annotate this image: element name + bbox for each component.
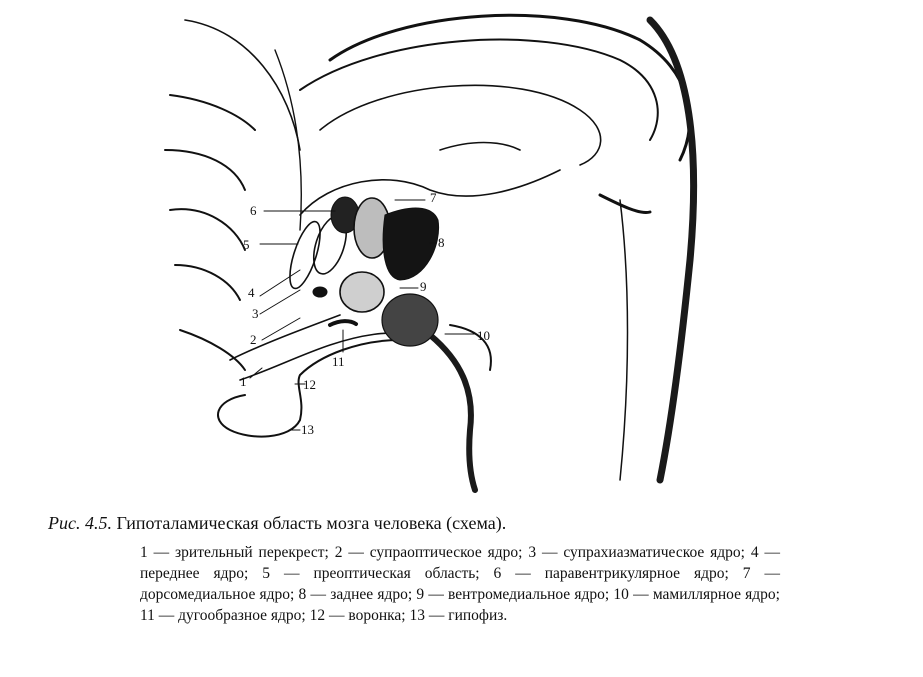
- arcuate-nucleus: [330, 321, 356, 325]
- caption-prefix: Рис. 4.5.: [48, 513, 112, 533]
- label-10: 10: [477, 328, 490, 343]
- label-3: 3: [252, 306, 259, 321]
- label-7: 7: [430, 190, 437, 205]
- figure-legend: 1 — зрительный перекрест; 2 — супраоптическое ядро; 3 — супрахиазматическое ядро; 4 — переднее ядро; 5 — преоптическая область; 6 — паравентрикулярное ядро; 7 — дорсомедиальное ядро; 8 — заднее ядро; 9 — вентромедиальное ядро; 10 — мамиллярное ядро; 11 — дугообразное ядро; 12 — воронка; 13 — гипофиз.: [140, 544, 780, 624]
- figure-caption: [48, 512, 888, 534]
- brainstem-outline: [650, 20, 694, 480]
- label-13: 13: [301, 422, 314, 437]
- label-4: 4: [248, 285, 255, 300]
- label-5: 5: [243, 237, 250, 252]
- posterior-nucleus: [383, 208, 438, 280]
- caption-title: Гипоталамическая область мозга человека (схема).: [116, 513, 507, 533]
- label-11: 11: [332, 354, 345, 369]
- ventromedial-nucleus: [340, 272, 384, 312]
- label-2: 2: [250, 332, 257, 347]
- label-8: 8: [438, 235, 445, 250]
- label-9: 9: [420, 279, 427, 294]
- label-6: 6: [250, 203, 257, 218]
- label-1: 1: [240, 374, 247, 389]
- mamillary-body: [382, 294, 438, 346]
- label-12: 12: [303, 377, 316, 392]
- preoptic-area: [284, 218, 327, 291]
